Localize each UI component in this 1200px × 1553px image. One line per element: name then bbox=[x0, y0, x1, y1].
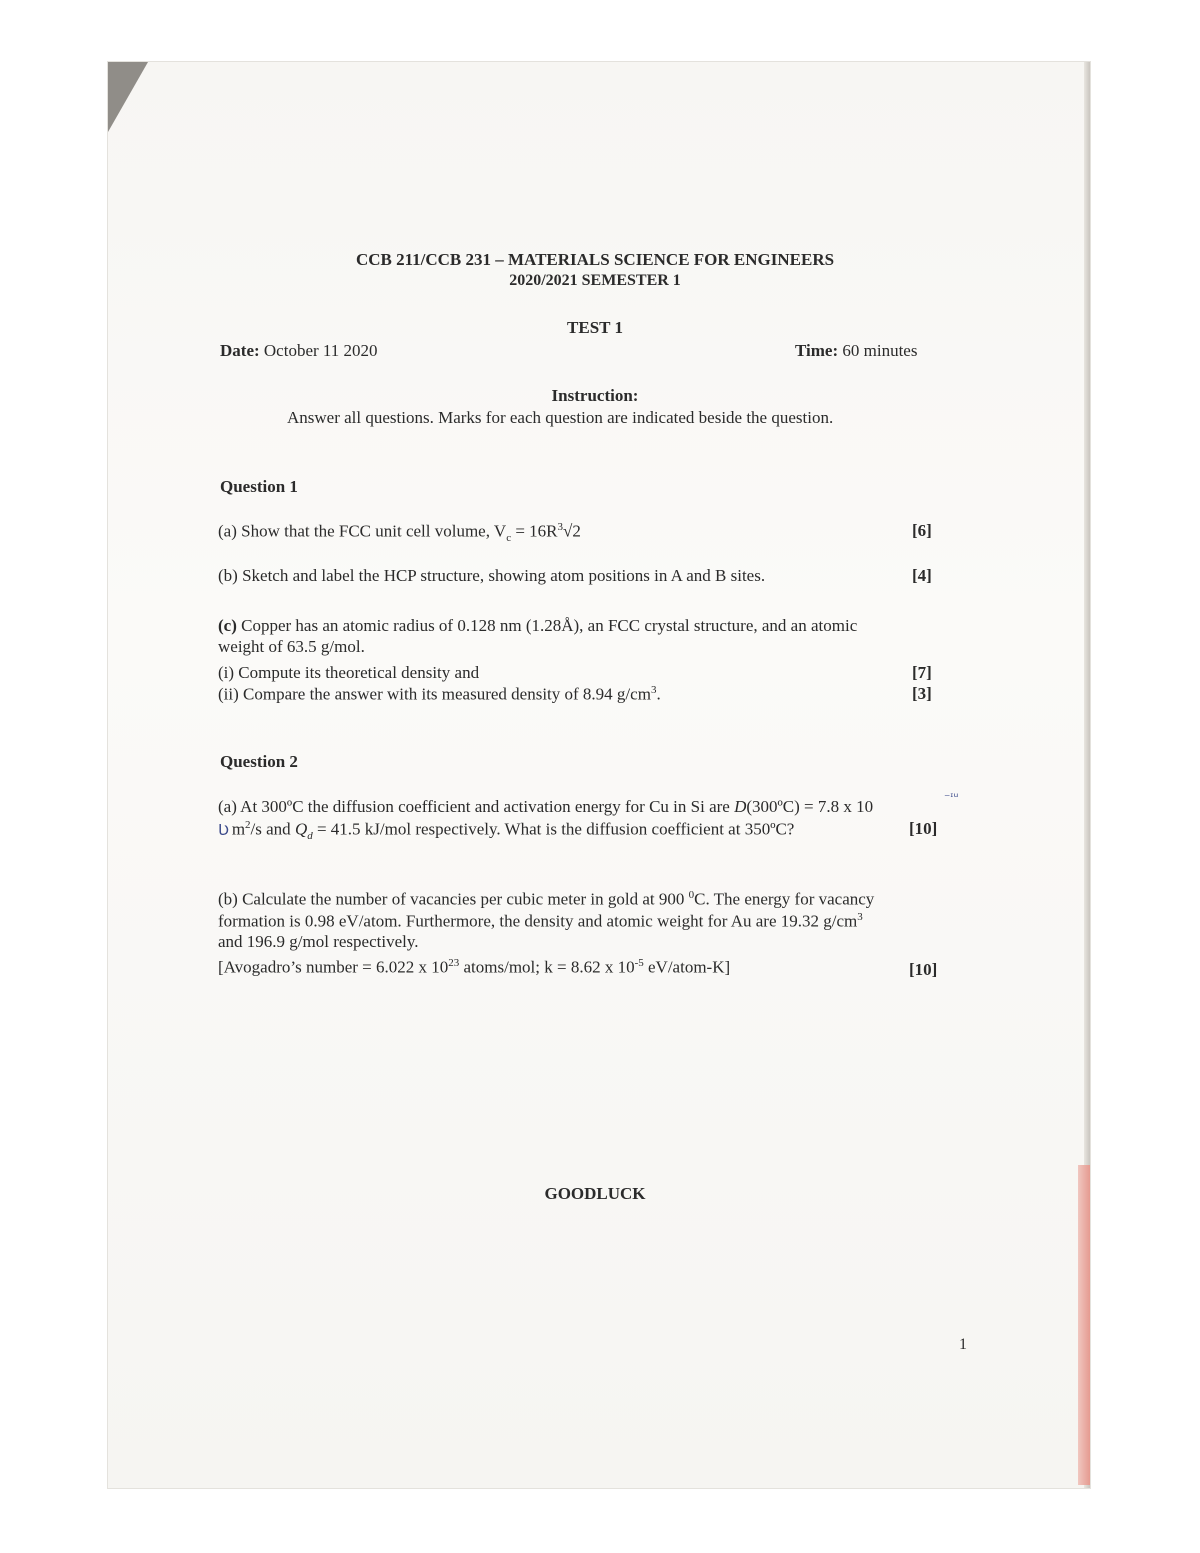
q1a-marks: [6] bbox=[912, 521, 932, 540]
q1b-text: (b) Sketch and label the HCP structure, showing atom positions in A and B sites. bbox=[218, 566, 766, 585]
page-number: 1 bbox=[959, 1336, 967, 1353]
q2b-boltzmann: atoms/mol; k = 8.62 x 10 bbox=[459, 957, 635, 977]
q1c-line-1 bbox=[218, 616, 857, 636]
q1a-superscript: 3 bbox=[557, 521, 564, 533]
q1a-mid: = 16R bbox=[511, 521, 558, 541]
q1c-i: (i) Compute its theoretical density and bbox=[218, 663, 480, 682]
q2a-marks: [10] bbox=[909, 819, 938, 838]
q1c-prefix: (c) bbox=[218, 616, 237, 635]
q1c-line-2: weight of 63.5 g/mol. bbox=[218, 637, 365, 656]
q2a-line-1-value: (300ºC) = 7.8 x 10 bbox=[746, 797, 874, 816]
handwritten-exponent-mark: ⁻ᶦᵘ bbox=[944, 790, 959, 804]
time-line bbox=[795, 341, 917, 361]
q1b-marks: [4] bbox=[912, 566, 932, 585]
time-label: Time: bbox=[795, 341, 839, 360]
q1a-subscript: c bbox=[506, 532, 512, 545]
q1c-ii-superscript: 3 bbox=[650, 684, 657, 696]
instruction-text: Answer all questions. Marks for each question are indicated beside the question. bbox=[287, 408, 834, 427]
q2b-boltzmann-unit: eV/atom-K] bbox=[643, 957, 731, 977]
q2b-line-3: and 196.9 g/mol respectively. bbox=[218, 932, 419, 951]
q2b-degree-superscript: 0 bbox=[688, 889, 695, 901]
q1c-i-marks: [7] bbox=[912, 663, 932, 682]
pink-sheet-edge bbox=[1078, 1165, 1090, 1485]
test-title: TEST 1 bbox=[567, 318, 623, 337]
q2a-line-1-main: (a) At 300ºC the diffusion coefficient and activation energy for Cu in Si are bbox=[218, 797, 735, 816]
q1c-ii-end: . bbox=[656, 684, 661, 704]
question-2-title: Question 2 bbox=[220, 752, 298, 771]
q1c-ii bbox=[218, 684, 661, 705]
q1c-ii-marks: [3] bbox=[912, 684, 932, 703]
handwritten-correction-mark: Ʋ bbox=[218, 820, 229, 839]
question-1-title: Question 1 bbox=[220, 477, 298, 496]
session-title: 2020/2021 SEMESTER 1 bbox=[509, 272, 681, 289]
q2b-line-1 bbox=[218, 889, 874, 910]
q2a-line-2-mid: /s and bbox=[250, 819, 295, 839]
q2b-avogadro: [Avogadro’s number = 6.022 x 10 bbox=[218, 957, 449, 977]
q2b-avogadro-exponent: 23 bbox=[448, 957, 460, 969]
q2b-line-2-main: formation is 0.98 eV/atom. Furthermore, the density and atomic weight for Au are 19.32 g/cm bbox=[218, 911, 858, 931]
q2a-unit: m bbox=[231, 819, 246, 839]
date-line bbox=[220, 341, 378, 361]
q1c-line-1-text: Copper has an atomic radius of 0.128 nm (1.28Å), an FCC crystal structure, and an atomic bbox=[236, 616, 858, 635]
course-title: CCB 211/CCB 231 – MATERIALS SCIENCE FOR ENGINEERS bbox=[355, 250, 835, 269]
q2b-marks: [10] bbox=[909, 960, 938, 979]
instruction-title: Instruction: bbox=[551, 386, 639, 405]
time-value: 60 minutes bbox=[842, 341, 918, 360]
q2a-Q-subscript: d bbox=[307, 830, 313, 843]
q2a-line-2-main: = 41.5 kJ/mol respectively. What is the diffusion coefficient at 350ºC? bbox=[312, 819, 795, 839]
q2b-line-2-superscript: 3 bbox=[857, 911, 863, 923]
q2b-line-2 bbox=[218, 911, 863, 932]
date-label: Date: bbox=[220, 341, 260, 360]
q2b-line-1-main: (b) Calculate the number of vacancies per cubic meter in gold at 900 bbox=[218, 889, 689, 909]
date-value: October 11 2020 bbox=[263, 341, 378, 360]
q1a-end: √2 bbox=[563, 521, 581, 541]
q1a-text bbox=[218, 521, 581, 544]
goodluck-text: GOODLUCK bbox=[544, 1184, 646, 1203]
q2b-boltzmann-exponent: -5 bbox=[634, 957, 644, 969]
q2a-D-symbol: D bbox=[734, 797, 747, 816]
q2b-line-1-end: C. The energy for vacancy bbox=[694, 889, 875, 909]
q1a-main: (a) Show that the FCC unit cell volume, V bbox=[218, 521, 507, 541]
q2a-unit-superscript: 2 bbox=[245, 819, 251, 831]
q2a-line-2 bbox=[218, 819, 794, 842]
folded-corner bbox=[108, 62, 148, 132]
q1c-ii-main: (ii) Compare the answer with its measured density of 8.94 g/cm bbox=[218, 684, 651, 704]
q2a-Q-symbol: Q bbox=[294, 819, 308, 839]
q2a-line-1 bbox=[218, 797, 873, 817]
q2b-constants bbox=[218, 957, 730, 978]
